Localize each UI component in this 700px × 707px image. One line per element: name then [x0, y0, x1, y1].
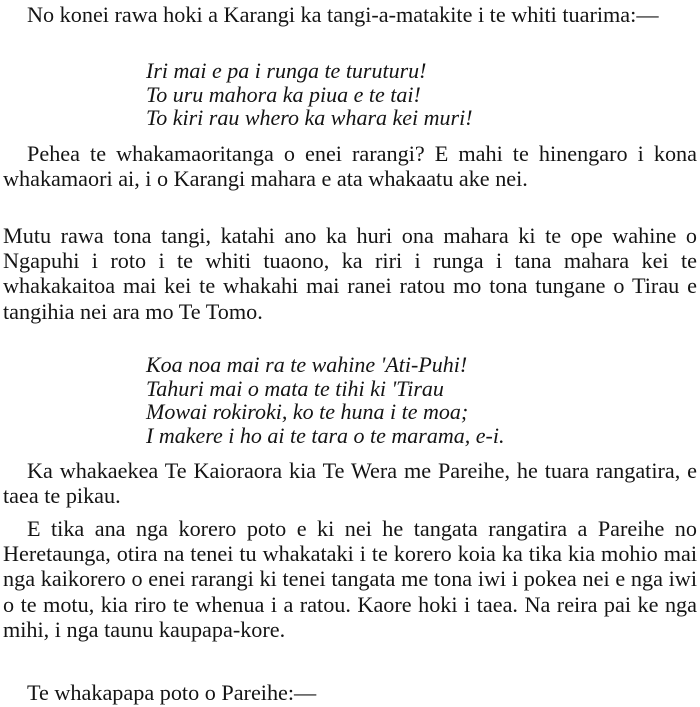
paragraph-translation-question: Pehea te whakamaoritanga o enei rarangi? E mahi te hinengaro i kona whakamaori ai, i o Karangi mahara e ata whakaatu ake nei. — [3, 141, 697, 192]
verse-line: To uru mahora ka piua e te tai! — [146, 81, 421, 107]
verse-line: Koa noa mai ra te wahine 'Ati-Puhi! — [146, 352, 468, 377]
verse-line: Mowai rokiroki, ko te huna i te moa; — [146, 399, 469, 425]
verse-line: I makere i ho ai te tara o te marama, e-i. — [146, 422, 505, 448]
verse-line: Tahuri mai o mata te tihi ki 'Tirau — [146, 375, 444, 401]
paragraph-lament-end: Mutu rawa tona tangi, katahi ano ka huri ona mahara ki te ope wahine o Ngapuhi i roto i te whiti tuaono, ka riri i runga i tana mahara kei te whakakaitoa mai kei te whakahi mai ranei ratou mo tona tungane o Tirau e tangihia nei ara mo Te Tomo. — [3, 223, 697, 324]
paragraph-whakapapa-heading: Te whakapapa poto o Pareihe:— — [27, 680, 317, 705]
paragraph-pareihe: E tika ana nga korero poto e ki nei he tangata rangatira a Pareihe no Heretaunga, otira na tenei tu whakataki i te korero koia ka tika kia mohio mai nga kaikorero o enei rarangi ki tenei tangata me tona iwi i pokea nei e nga iwi o te motu, kia riro te whenua i a ratou. Kaore hoki i taea. Na reira pai ke nga mihi, i nga taunu kaupapa-kore. — [3, 516, 697, 642]
paragraph-intro: No konei rawa hoki a Karangi ka tangi-a-matakite i te whiti tuarima:— — [27, 2, 659, 27]
verse-block-1 — [146, 59, 686, 130]
verse-block-2 — [146, 353, 686, 447]
verse-line: Iri mai e pa i runga te turuturu! — [146, 58, 427, 83]
verse-line: To kiri rau whero ka whara kei muri! — [146, 105, 473, 131]
paragraph-te-kaioraora: Ka whakaekea Te Kaioraora kia Te Wera me Pareihe, he tuara rangatira, e taea te pikau. — [3, 458, 697, 509]
